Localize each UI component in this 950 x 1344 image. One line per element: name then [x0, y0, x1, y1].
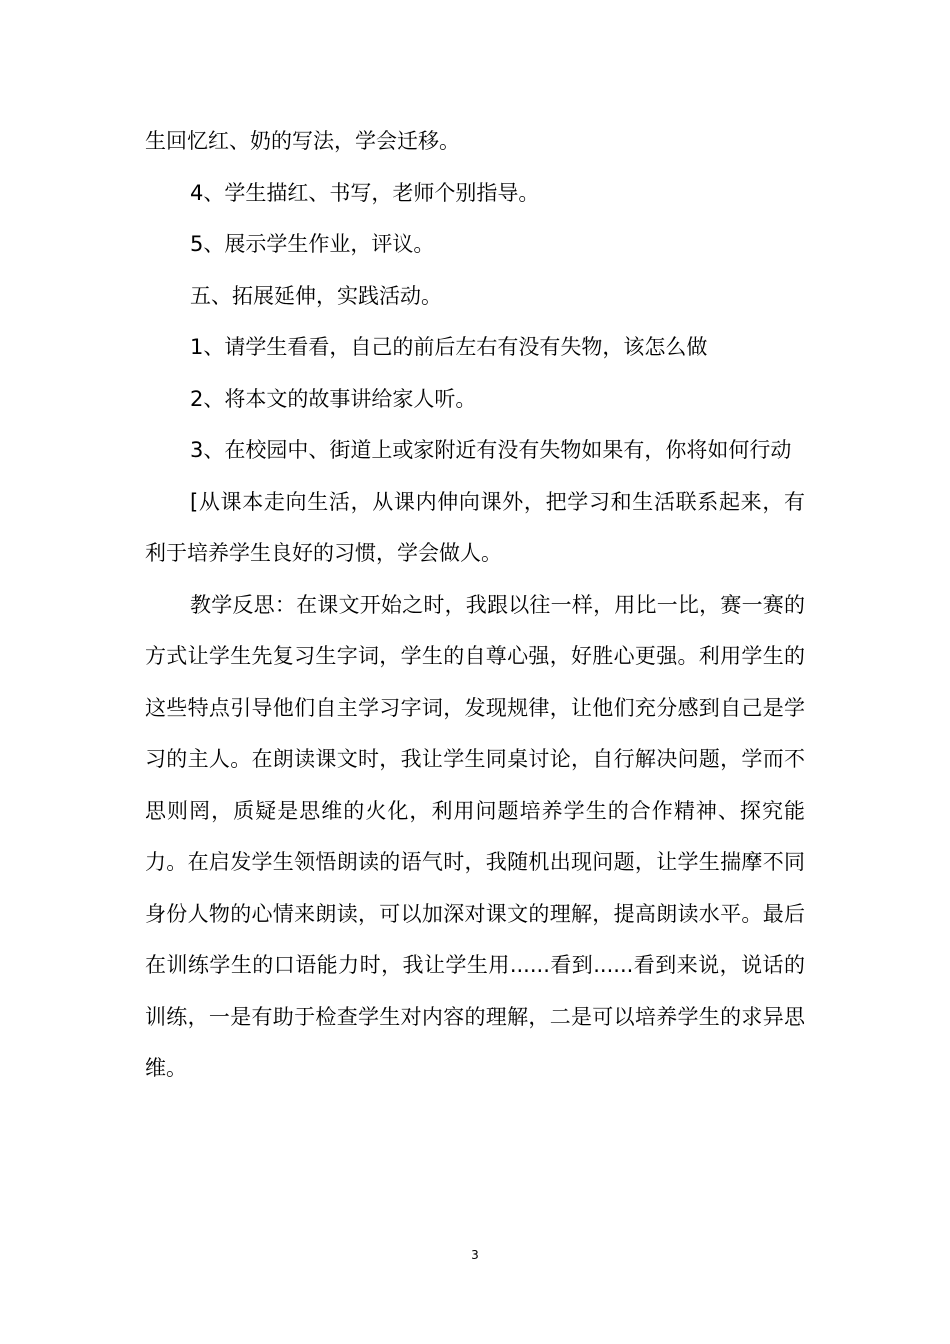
- paragraph-activity-3: 3、在校园中、街道上或家附近有没有失物如果有，你将如何行动: [190, 438, 792, 462]
- paragraph-step-5: 5、展示学生作业，评议。: [190, 232, 435, 256]
- paragraph-continued: 生回忆红、奶的写法，学会迁移。: [145, 129, 460, 153]
- document-body: [145, 116, 805, 1095]
- page-number: 3: [471, 1248, 479, 1262]
- paragraph-activity-1: 1、请学生看看，自己的前后左右有没有失物，该怎么做: [190, 335, 708, 359]
- paragraph-step-4: 4、学生描红、书写，老师个别指导。: [190, 180, 540, 205]
- paragraph-reflection: 教学反思：在课文开始之时，我跟以往一样，用比一比，赛一赛的方式让学生先复习生字词，学生的自尊心强，好胜心更强。利用学生的这些特点引导他们自主学习字词，发现规律，让他们充分感到自己是学习的主人。在朗读课文时，我让学生同桌讨论，自行解决问题，学而不思则罔，质疑是思维的火化，利用问题培养学生的合作精神、探究能力。在启发学生领悟朗读的语气时，我随机出现问题，让学生揣摩不同身份人物的心情来朗读，可以加深对课文的理解，提高朗读水平。最后在训练学生的口语能力时，我让学生用......看到......看到来说，说话的训练，一是有助于检查学生对内容的理解，二是可以培养学生的求异思维。: [145, 592, 805, 1080]
- section-heading-5: 五、拓展延伸，实践活动。: [190, 283, 442, 308]
- paragraph-note: [从课本走向生活，从课内伸向课外，把学习和生活联系起来，有利于培养学生良好的习惯，学会做人。: [145, 489, 805, 565]
- paragraph-activity-2: 2、将本文的故事讲给家人听。: [190, 386, 477, 411]
